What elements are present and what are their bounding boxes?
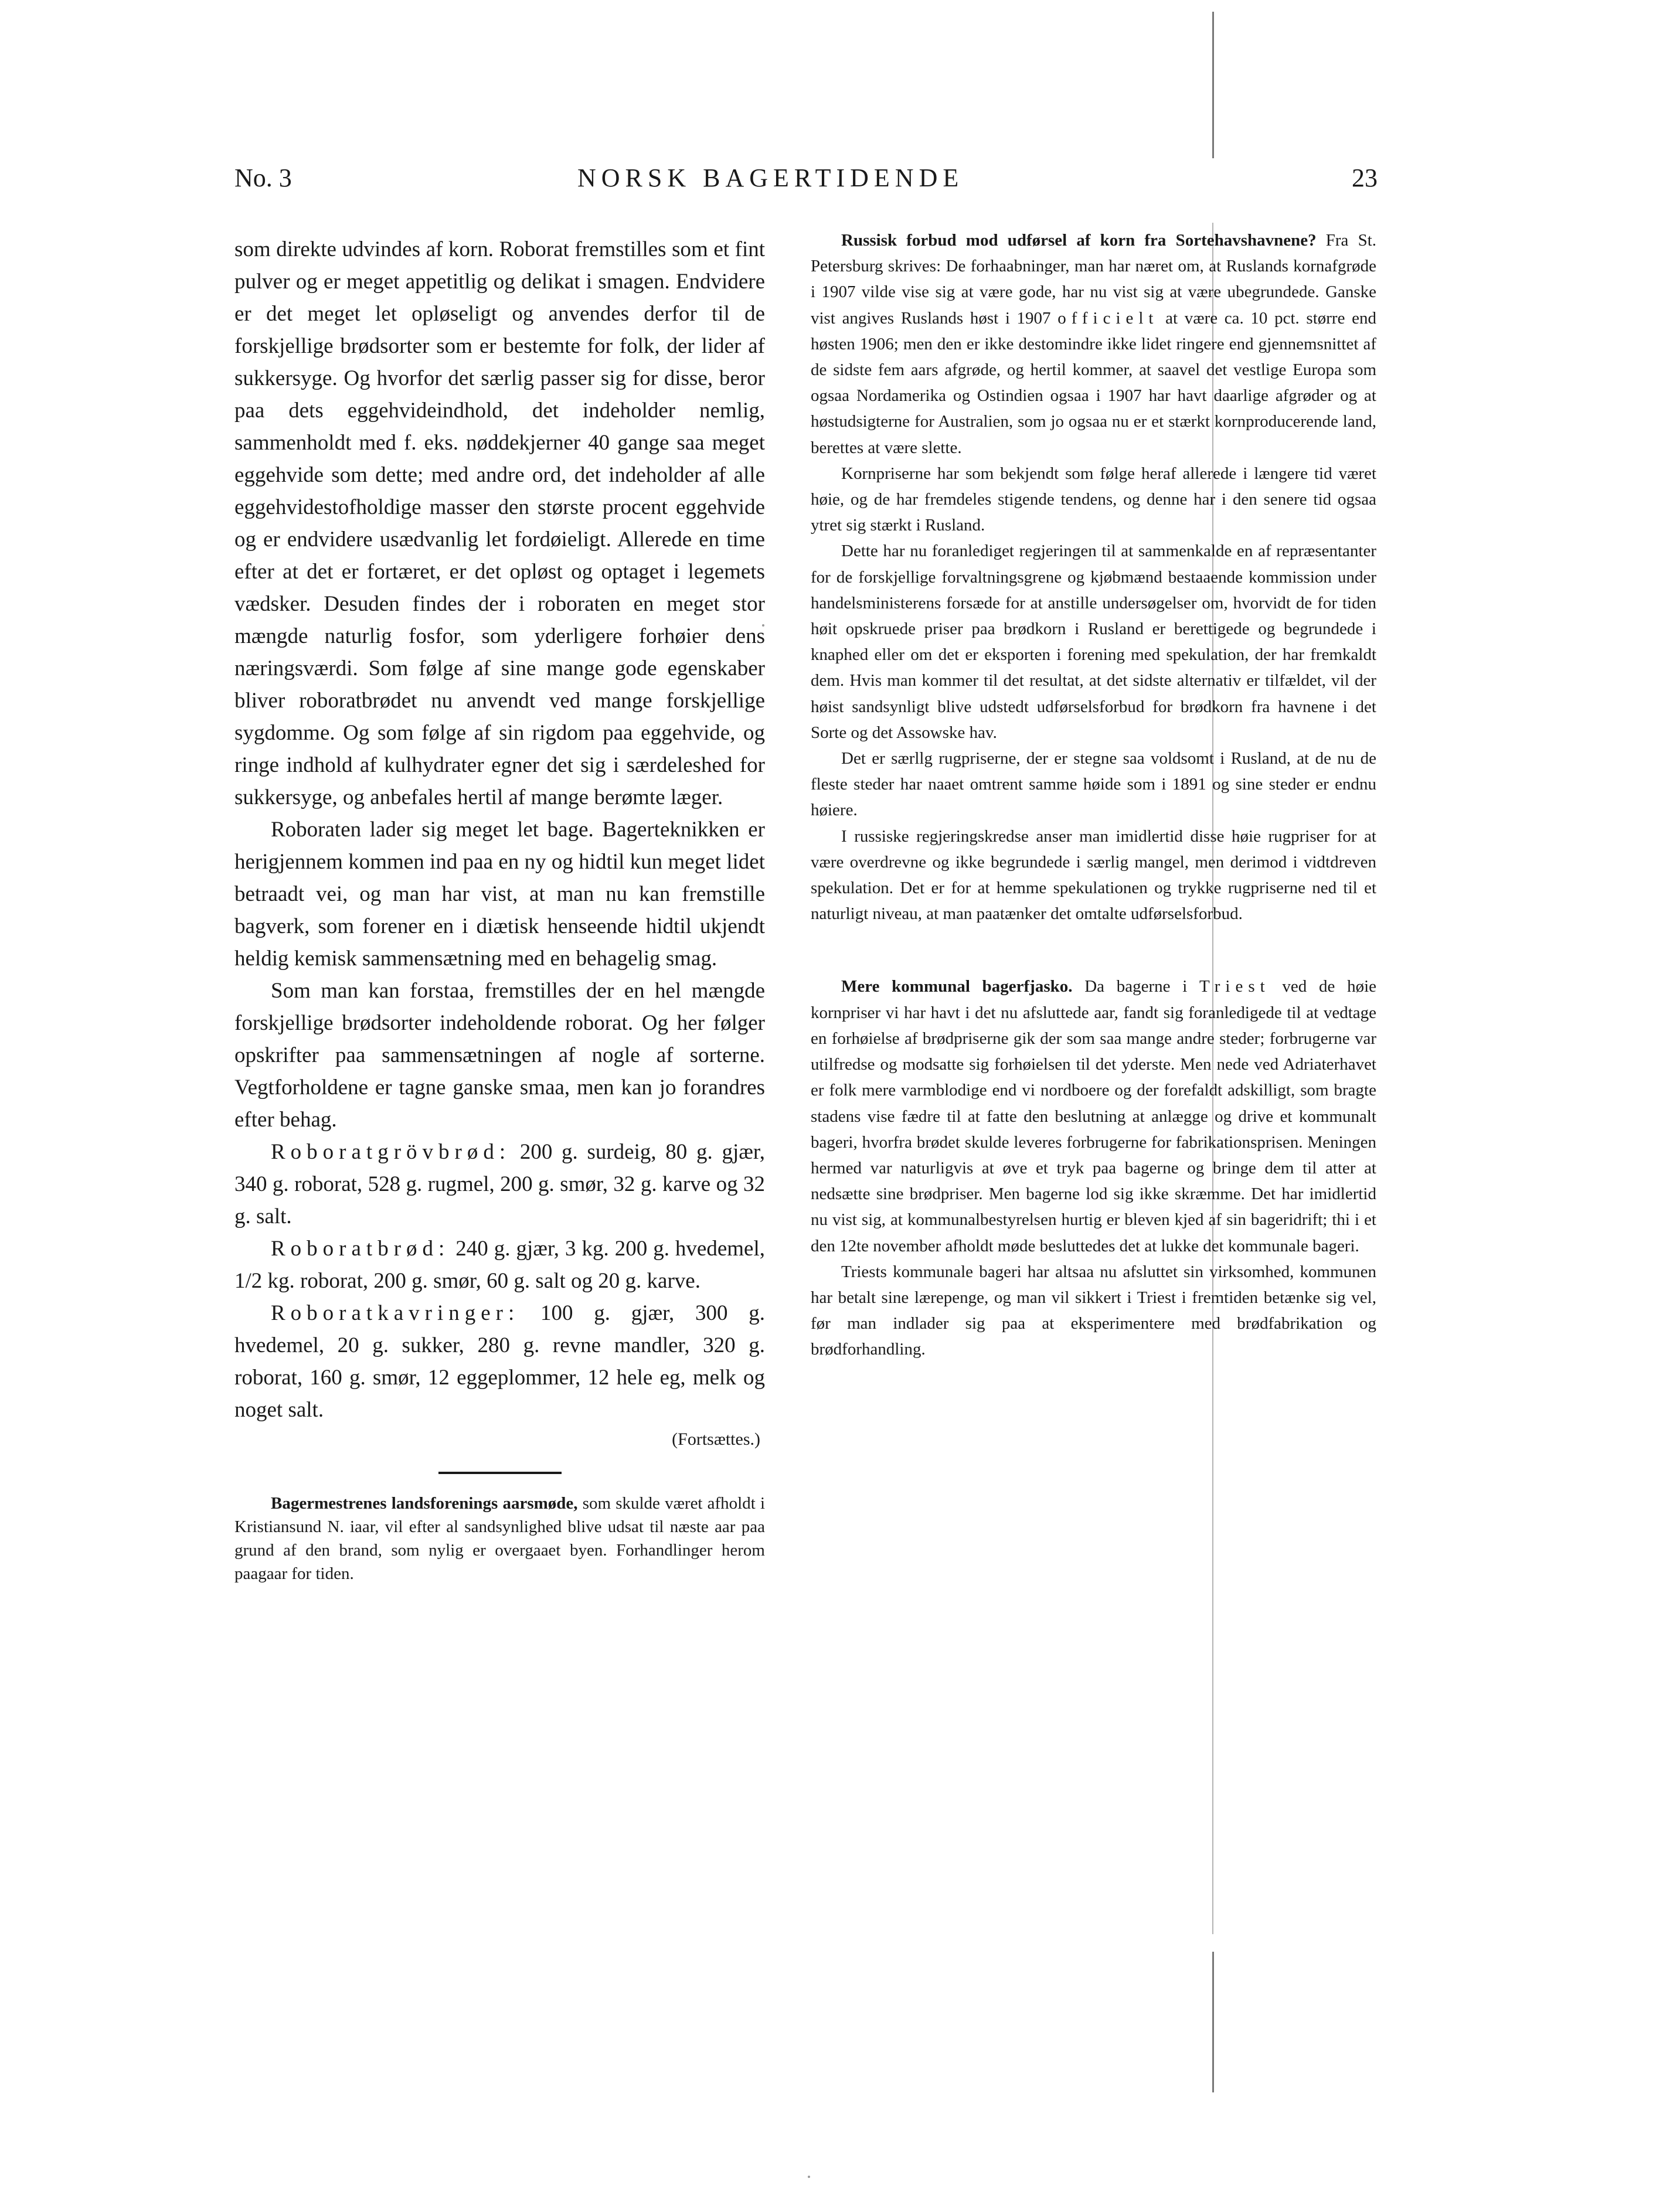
recipe-title: Roboratgrövbrød:	[271, 1140, 511, 1164]
article-headline: Mere kommunal bagerfjasko.	[841, 977, 1073, 996]
article-text: ved de høie kornpriser vi har havt i det nu afsluttede aar, fandt sig foranledigede til at vedtage en forhøielse af brødpriserne gik der som saa mange andre steder; forbrugerne var utilfredse og modsatte sig forhøielsen til det yderste. Men nede ved Adriaterhavet er folk mere varmblodige end vi nordboere og der forefaldt adskilligt, som bragte stadens vise fædre til at fatte den beslutning at anlægge og drive et kommunalt bageri, hvorfra brødet skulde leveres forbrugerne for fabrikationsprisen. Meningen hermed var naturligvis at øve et tryk paa bagerne og bringe dem til atter at nedsætte sine brødpriser. Men bagerne lod sig ikke skræmme. Det har imidlertid nu vist sig, at kommunalbestyrelsen hurtig er bleven kjed af sin bageridrift; thi i et den 12te november afholdt møde besluttedes det at lukke det kommunale bageri.	[811, 977, 1376, 1255]
section-divider	[438, 1472, 562, 1474]
recipe-text: 100 g. gjær, 300 g. hvedemel, 20 g. sukker, 280 g. revne mandler, 320 g. roborat, 160 g. smør, 12 eggeplommer, 12 hele eg, melk og noget salt.	[234, 1301, 765, 1422]
page-header	[234, 163, 1378, 198]
article-paragraph: I russiske regjeringskredse anser man imidlertid disse høie rugpriser for at være overdrevne og ikke begrundede i særlig mangel, men derimod i vidtdreven spekulation. Det er for at hemme spekulationen og trykke rugpriserne ned til et naturligt niveau, at man paatænker det omtalte udførselsforbud.	[811, 826, 1376, 924]
notice	[234, 1492, 765, 1585]
notice-headline: Bagermestrenes landsforenings aarsmøde,	[271, 1494, 578, 1513]
article-text: at være ca. 10 pct. større end høsten 1906; men den er ikke destomindre ikke lidet ringere end gjennemsnittet af de sidste fem aars afgrøde, og hertil kommer, at saavel det vestlige Europa som ogsaa Nordamerika og Ostindien ogsaa i 1907 har havt daarlige afgrøder og at høstudsigterne for Australien, som jo ogsaa nu er et stærkt kornproducerende land, berettes at være slette.	[811, 308, 1377, 457]
article-text-spaced: Triest	[1199, 977, 1270, 996]
left-column	[234, 233, 765, 1585]
page-number: 23	[1352, 164, 1378, 192]
recipe-text: 240 g. gjær, 3 kg. 200 g. hvedemel, 1/2 kg. roborat, 200 g. smør, 60 g. salt og 20 g. karve.	[234, 1237, 765, 1293]
article-gap	[811, 927, 1376, 974]
right-column	[811, 227, 1376, 1363]
article-paragraph	[811, 974, 1376, 1258]
article-text: Da bagerne i	[1072, 977, 1200, 996]
article-paragraph: Triests kommunale bageri har altsaa nu afsluttet sin virksomhed, kommunen har betalt sine lærepenge, og man vil sikkert i Triest i fremtiden betænke sig vel, før man indlader sig paa at eksperimentere med brødfabrikation og brødforhandling.	[811, 1262, 1376, 1359]
article-paragraph	[811, 227, 1376, 461]
article-headline: Russisk forbud mod udførsel af korn fra Sortehavshavnene?	[841, 231, 1317, 250]
article-paragraph: Det er særllg rugpriserne, der er stegne saa voldsomt i Rusland, at de nu de fleste steder har naaet omtrent samme høide som i 1891 og sine steder er endnu høiere.	[811, 749, 1376, 820]
recipe-title: Roboratbrød:	[271, 1237, 450, 1261]
recipe-text: 200 g. surdeig, 80 g. gjær, 340 g. roborat, 528 g. rugmel, 200 g. smør, 32 g. karve og 32 g. salt.	[234, 1140, 765, 1228]
fold-line	[1212, 1952, 1214, 2092]
recipe-title: Roboratkavringer:	[271, 1301, 520, 1325]
paragraph: Roboraten lader sig meget let bage. Bagerteknikken er herigjennem kommen ind paa en ny og hidtil kun meget lidet betraadt vei, og man har vist, at man nu kan fremstille bagverk, som forener en i diætisk henseende hidtil ukjendt heldig kemisk sammensætning med en behagelig smag.	[234, 818, 765, 971]
issue-number: No. 3	[234, 164, 292, 192]
speck	[808, 2176, 810, 2178]
notice-text: som skulde været afholdt i Kristiansund N. iaar, vil efter al sandsynlighed blive udsat til næste aar paa grund af den brand, som nylig er overgaaet byen. Forhandlinger herom paagaar for tiden.	[234, 1494, 766, 1583]
article-text-spaced: officielt	[1057, 308, 1159, 328]
recipe	[234, 1233, 765, 1297]
recipe	[234, 1136, 765, 1233]
newspaper-title: NORSK BAGERTIDENDE	[577, 164, 964, 192]
article-text: Fra St. Petersburg skrives: De forhaabninger, man har næret om, at Ruslands kornafgrøde i 1907 vilde vise sig at være gode, har nu vist sig at være ubegrundede. Ganske vist angives Ruslands høst i 1907	[811, 231, 1377, 328]
paragraph: som direkte udvindes af korn. Roborat fremstilles som et fint pulver og er meget appetitlig og delikat i smagen. Endvidere er det meget let opløseligt og anvendes derfor til de forskjellige brødsorter som er bestemte for folk, der lider af sukkersyge. Og hvorfor det særlig passer sig for disse, beror paa dets eggehvideindhold, det indeholder nemlig, sammenholdt med f. eks. nøddekjerner 40 gange saa meget eggehvide som dette; med andre ord, det indeholder af alle eggehvidestofholdige masser den største procent eggehvide og er endvidere usædvanlig let fordøieligt. Allerede en time efter at det er fortæret, er det opløst og optaget i legemets vædsker. Desuden findes der i roboraten en meget stor mængde naturlig fosfor, som yderligere forhøier dens næringsværdi. Som følge af sine mange gode egenskaber bliver roboratbrødet nu anvendt ved mange forskjellige sygdomme. Og som følge af sin rigdom paa eggehvide, og ringe indhold af kulhydrater egner det sig i særdeleshed for sukkersyge, og anbefales hertil af mange berømte læger.	[234, 237, 765, 809]
paragraph: Som man kan forstaa, fremstilles der en hel mængde forskjellige brødsorter indeholdende roborat. Og her følger opskrifter paa sammensætningen af nogle af sorterne. Vegtforholdene er tagne ganske smaa, men kan jo forandres efter behag.	[234, 979, 765, 1132]
article-paragraph: Dette har nu foranlediget regjeringen til at sammenkalde en af repræsentanter for de forskjellige forvaltningsgrene og kjøbmænd bestaaende kommission under handelsministerens forsæde for at anstille undersøgelser om, hvorvidt de for tiden høit opskruede priser paa brødkorn i Rusland er berettigede og begrundede i knaphed eller om det er eksporten i forening med spekulation, der har fremkaldt dem. Hvis man kommer til det resultat, at det sidste alternativ er tilfældet, vil der høist sandsynligt blive udstedt udførselsforbud for brødkorn fra havnene i det Sorte og det Assowske hav.	[811, 542, 1376, 742]
article-paragraph: Kornpriserne har som bekjendt som følge heraf allerede i længere tid været høie, og de har fremdeles stigende tendens, og denne har i den senere tid ogsaa ytret sig stærkt i Rusland.	[811, 464, 1376, 535]
fold-line	[1212, 12, 1214, 158]
recipe	[234, 1297, 765, 1426]
continued-note: (Fortsættes.)	[672, 1430, 760, 1449]
